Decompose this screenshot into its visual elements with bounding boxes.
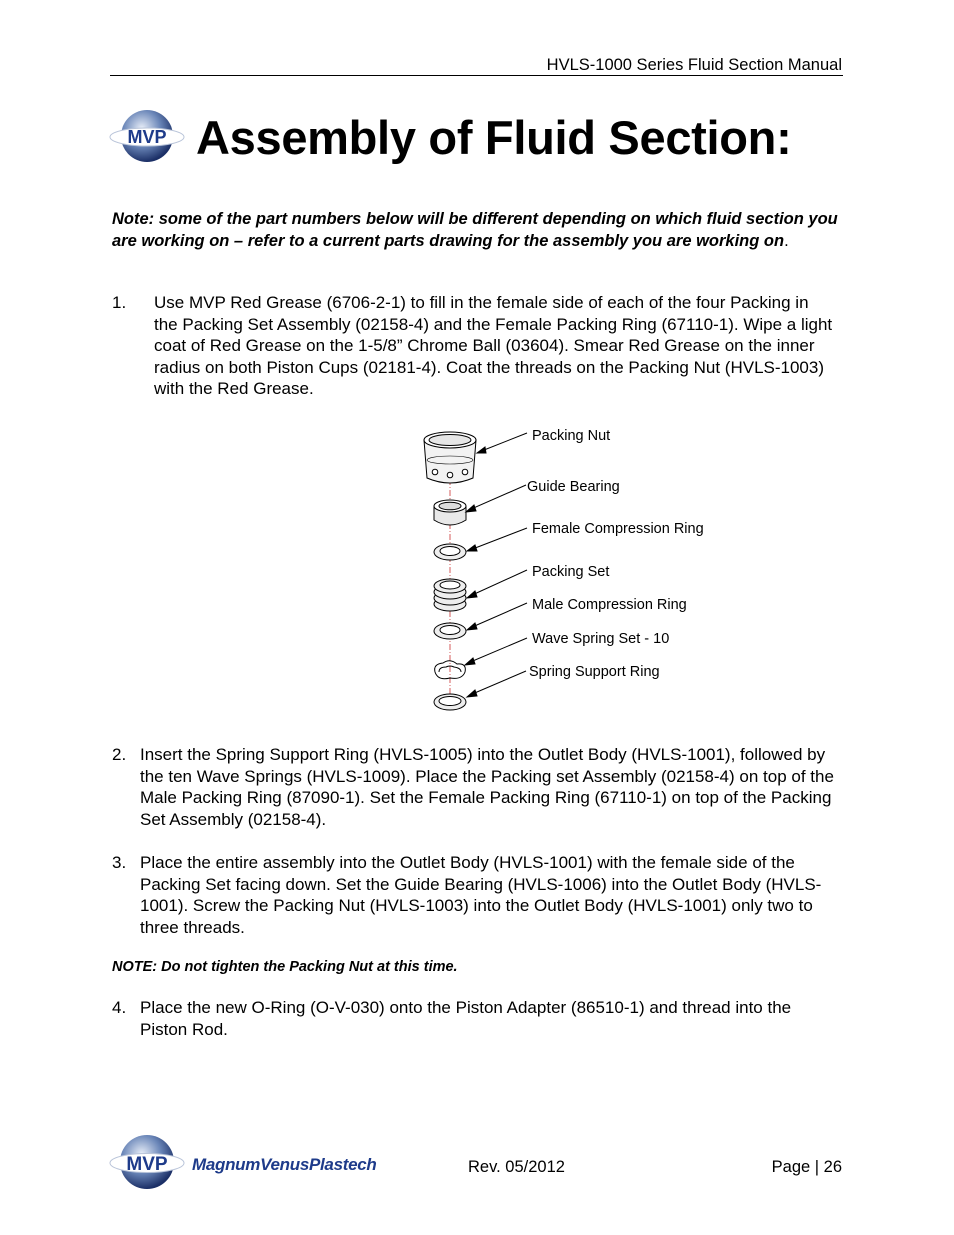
step-3 <box>112 852 842 942</box>
label-wave-spring-set: Wave Spring Set - 10 <box>532 631 670 647</box>
step-4 <box>112 997 842 1047</box>
female-compression-ring-part <box>434 544 466 560</box>
spring-support-ring-part <box>434 694 466 710</box>
male-compression-ring-part <box>434 623 466 639</box>
note-text: Note: some of the part numbers below will be different depending on which fluid section you are working on – refer to a current parts drawing for the assembly you are working on <box>112 210 838 250</box>
label-male-compression-ring: Male Compression Ring <box>532 597 687 613</box>
packing-nut-part <box>424 432 476 483</box>
guide-bearing-part <box>434 500 466 525</box>
label-spring-support-ring: Spring Support Ring <box>529 664 660 680</box>
footer-mvp-logo <box>108 1132 186 1192</box>
step-text: Insert the Spring Support Ring (HVLS-1005) into the Outlet Body (HVLS-1001), followed by the ten Wave Springs (HVLS-1009). Place the Packing set Assembly (02158-4) on top of the Male Packing Ring (87090-1). Set the Female Packing Ring (67110-1) on top of the Packing Set Assembly (02158-4). <box>140 745 834 829</box>
step-2 <box>112 744 842 834</box>
label-guide-bearing: Guide Bearing <box>527 479 620 495</box>
label-packing-set: Packing Set <box>532 564 610 580</box>
step-1 <box>112 292 842 402</box>
mvp-logo <box>108 108 186 164</box>
step-text: Place the new O-Ring (O-V-030) onto the Piston Adapter (86510-1) and thread into the Piston Rod. <box>140 998 792 1039</box>
step-number: 3. <box>112 853 127 872</box>
step-text: Use MVP Red Grease (6706-2-1) to fill in the female side of each of the four Packing in the Packing Set Assembly (02158-4) and the Female Packing Ring (67110-1). Wipe a light coat of Red Grease on the 1-5/8” Chrome Ball (03604). Smear Red Grease on the inner radius on both Piston Cups (02181-4). Coat the threads on the Packing Nut (HVLS-1003) with the Red Grease. <box>154 293 833 399</box>
fluid-section-exploded-diagram <box>415 420 735 720</box>
page-number: Page | 26 <box>771 1158 842 1176</box>
step-text: Place the entire assembly into the Outlet Body (HVLS-1001) with the female side of the Packing Set facing down. Set the Guide Bearing (HVLS-1006) into the Outlet Body (HVLS-1001). Screw the Packing Nut (HVLS-1003) into the Outlet Body (HVLS-1001) only two to three threads. <box>140 853 822 937</box>
packing-set-part <box>434 579 466 611</box>
logo-text: MVP <box>127 127 167 147</box>
leader-lines <box>465 433 527 697</box>
note-end: . <box>784 232 789 250</box>
footer-logo-text: MVP <box>126 1154 168 1175</box>
page-title: Assembly of Fluid Section: <box>196 111 792 164</box>
step-number: 1. <box>112 293 127 312</box>
note-paragraph <box>112 208 842 252</box>
revision-date: Rev. 05/2012 <box>468 1158 565 1176</box>
manual-title: HVLS-1000 Series Fluid Section Manual <box>546 56 842 74</box>
step-number: 2. <box>112 745 127 764</box>
header-divider <box>110 75 843 76</box>
brand-name: MagnumVenusPlastech <box>192 1155 377 1174</box>
label-female-compression-ring: Female Compression Ring <box>532 521 704 537</box>
note-warning: NOTE: Do not tighten the Packing Nut at this time. <box>112 959 458 975</box>
step-number: 4. <box>112 998 127 1017</box>
label-packing-nut: Packing Nut <box>532 428 611 444</box>
